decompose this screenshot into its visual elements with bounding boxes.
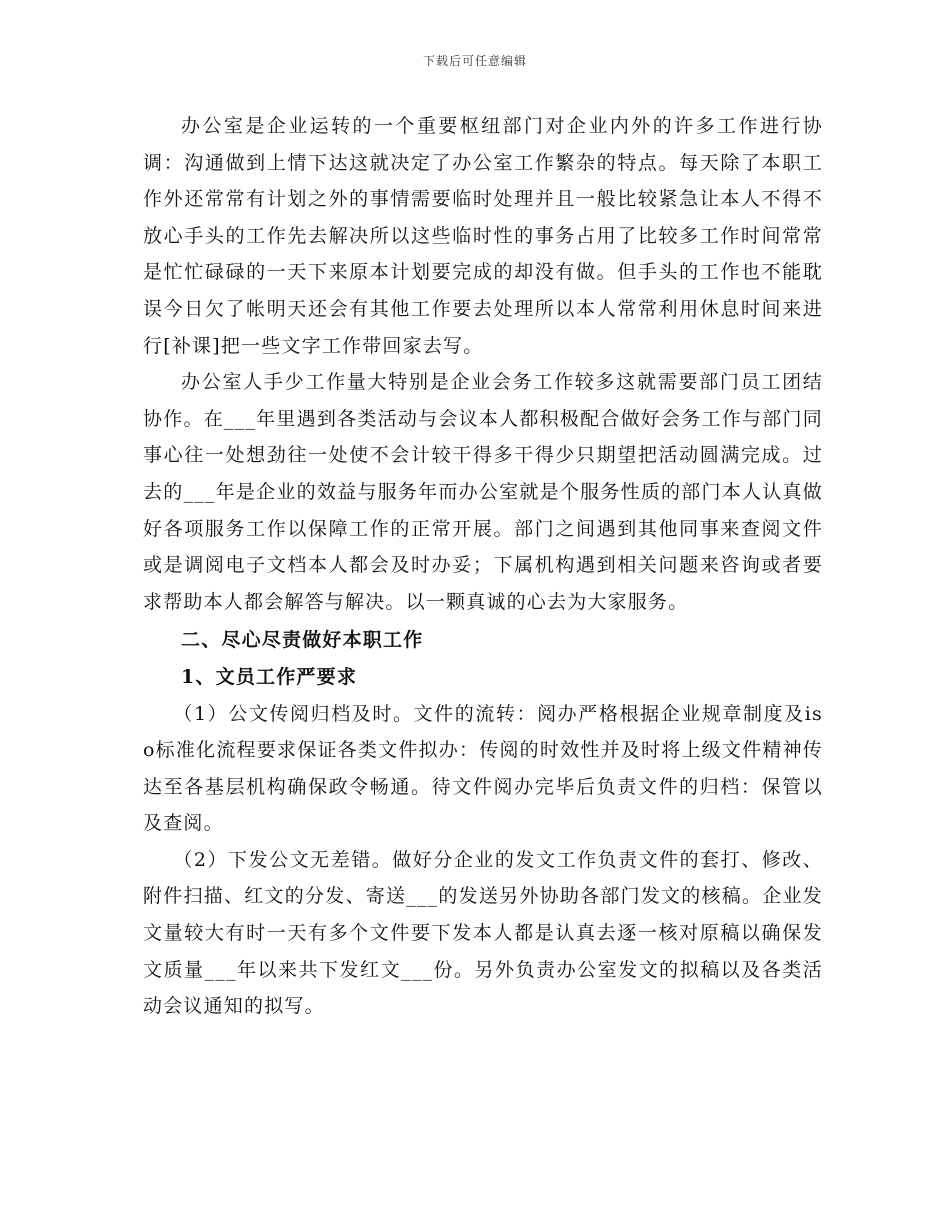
subsection-heading: 1、文员工作严要求: [181, 665, 358, 688]
paragraph-document-circulation: （1）公文传阅归档及时。文件的流转：阅办严格根据企业规章制度及iso标准化流程要求保证各类文件拟办：传阅的时效性并及时将上级文件精神传达至各基层机构确保政令畅通。待文件阅办完毕后负责文件的归档：保管以及查阅。: [143, 702, 823, 835]
paragraph-teamwork: 办公室人手少工作量大特别是企业会务工作较多这就需要部门员工团结协作。在___年里遇到各类活动与会议本人都积极配合做好会务工作与部门同事心往一处想劲往一处使不会计较干得多干得少只期望把活动圆满完成。过去的___年是企业的效益与服务年而办公室就是个服务性质的部门本人认真做好各项服务工作以保障工作的正常开展。部门之间遇到其他同事来查阅文件或是调阅电子文档本人都会及时办妥；下属机构遇到相关问题来咨询或者要求帮助本人都会解答与解决。以一颗真诚的心去为大家服务。: [143, 371, 823, 613]
paragraph-office-role: 办公室是企业运转的一个重要枢纽部门对企业内外的许多工作进行协调：沟通做到上情下达这就决定了办公室工作繁杂的特点。每天除了本职工作外还常常有计划之外的事情需要临时处理并且一般比较紧急让本人不得不放心手头的工作先去解决所以这些临时性的事务占用了比较多工作时间常常是忙忙碌碌的一天下来原本计划要完成的却没有做。但手头的工作也不能耽误今日欠了帐明天还会有其他工作要去处理所以本人常常利用休息时间来进行[补课]把一些文字工作带回家去写。: [143, 115, 823, 357]
page-header: 下载后可任意编辑: [422, 54, 527, 68]
document-body: [143, 108, 823, 1025]
section-heading: 二、尽心尽责做好本职工作: [181, 629, 424, 652]
paragraph-document-issuance: （2）下发公文无差错。做好分企业的发文工作负责文件的套打、修改、附件扫描、红文的分发、寄送___的发送另外协助各部门发文的核稿。企业发文量较大有时一天有多个文件要下发本人都是认真去逐一核对原稿以确保发文质量___年以来共下发红文___份。另外负责办公室发文的拟稿以及各类活动会议通知的拟写。: [143, 848, 823, 1018]
